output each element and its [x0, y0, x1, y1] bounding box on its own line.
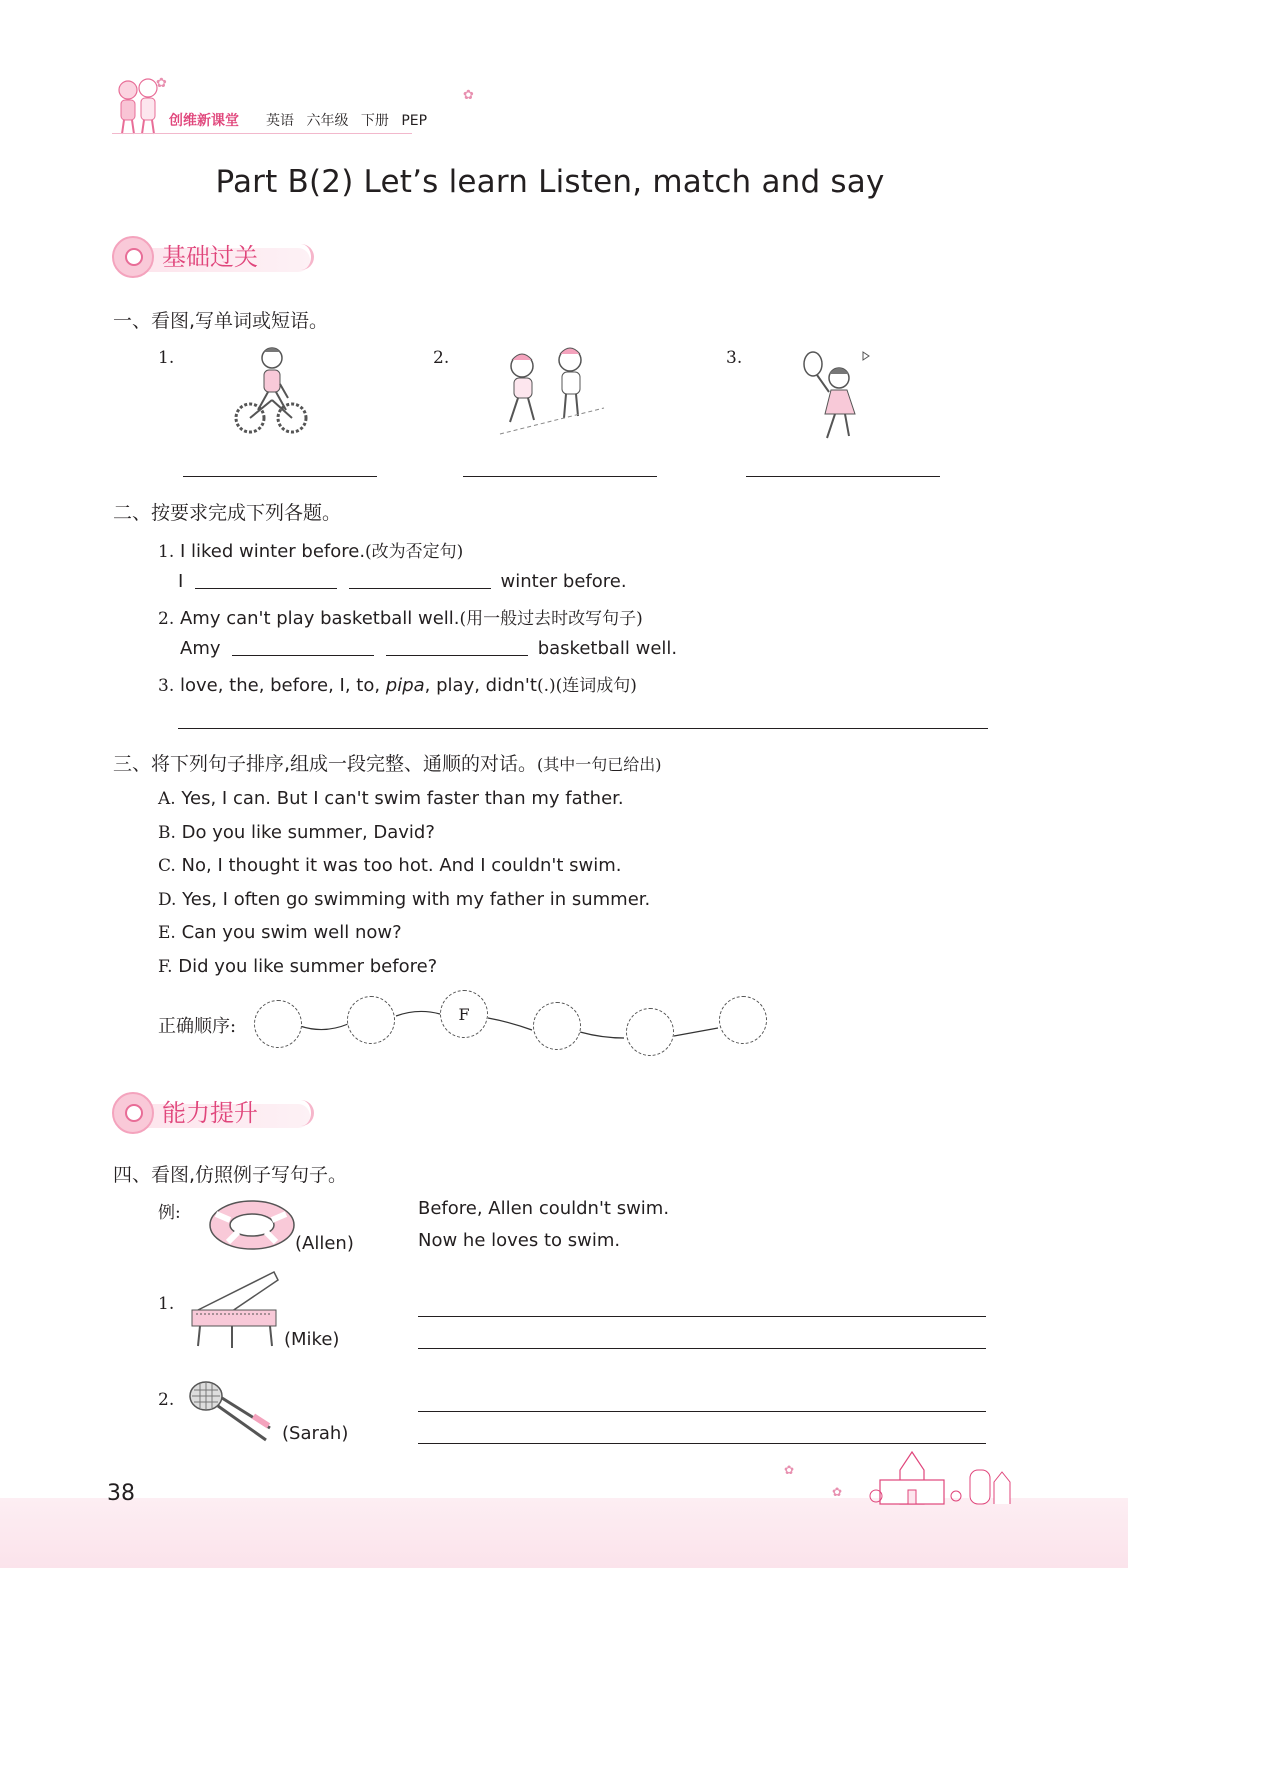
boy-face-icon [112, 1092, 154, 1134]
flower-icon: ✿ [156, 76, 167, 91]
order-slot-given: F [440, 990, 488, 1038]
badminton-racket-icon [186, 1378, 274, 1446]
banner-tail [290, 1100, 314, 1126]
dialogue-option [158, 822, 435, 843]
q3-heading-text: 三、将下列句子排序,组成一段完整、通顺的对话。 [113, 753, 538, 775]
example-label: 例: [158, 1203, 181, 1223]
header-brand: 创维新课堂 [169, 113, 239, 129]
person-name: (Sarah) [282, 1423, 349, 1444]
banner-tail [290, 244, 314, 270]
order-label: 正确顺序: [158, 1016, 237, 1037]
swim-ring-icon [206, 1196, 298, 1254]
girl-riding-bike-icon [228, 344, 314, 438]
answer-line[interactable] [418, 1316, 986, 1317]
order-slot[interactable] [254, 1000, 302, 1048]
dialogue-option [158, 922, 402, 943]
order-slot[interactable] [626, 1008, 674, 1056]
option-letter: B. [158, 823, 176, 843]
header-subject: 英语 [266, 113, 294, 129]
svg-text:✿: ✿ [832, 1485, 843, 1499]
q2-heading: 二、按要求完成下列各题。 [113, 502, 342, 524]
q2-item-3 [158, 671, 637, 696]
answer-line[interactable] [746, 476, 940, 477]
answer-blank[interactable] [195, 571, 337, 589]
header-volume: 下册 [360, 113, 389, 129]
answer-line[interactable] [418, 1348, 986, 1349]
option-letter: A. [158, 789, 176, 809]
svg-text:✿: ✿ [784, 1463, 795, 1477]
option-text: Do you like summer, David? [181, 822, 435, 843]
option-letter: C. [158, 856, 176, 876]
girl-face-icon [112, 236, 154, 278]
answer-line[interactable] [418, 1411, 986, 1412]
q1-item-number: 3. [726, 348, 743, 368]
page-number: 38 [107, 1481, 135, 1506]
header-meta [266, 110, 435, 130]
section-title: 基础过关 [162, 243, 258, 271]
sentence: I liked winter before. [179, 541, 366, 562]
answer-line[interactable] [183, 476, 377, 477]
section-banner-advanced [112, 1092, 322, 1132]
q2-item-2 [158, 604, 643, 629]
section-banner-basic [112, 236, 322, 276]
answer-line[interactable] [463, 476, 657, 477]
option-letter: E. [158, 923, 176, 943]
footer-band [0, 1498, 1128, 1568]
header-edition: PEP [401, 113, 428, 129]
answer-blank[interactable] [386, 638, 528, 656]
word-list: love, the, before, I, to, [179, 675, 386, 696]
option-text: No, I thought it was too hot. And I couldn't swim. [181, 855, 622, 876]
q4-heading: 四、看图,仿照例子写句子。 [113, 1164, 348, 1186]
answer-suffix: basketball well. [537, 638, 678, 659]
item-number: 2. [158, 609, 175, 629]
option-letter: D. [158, 890, 177, 910]
example-person-name: (Allen) [295, 1233, 354, 1254]
word-list-italic: pipa [385, 675, 425, 696]
example-sentence-2: Now he loves to swim. [418, 1230, 621, 1251]
dialogue-option [158, 956, 437, 977]
option-text: Did you like summer before? [178, 956, 438, 977]
option-text: Can you swim well now? [181, 922, 402, 943]
order-slot[interactable] [347, 996, 395, 1044]
person-name: (Mike) [284, 1329, 340, 1350]
castle-decoration-icon [780, 1446, 1030, 1506]
word-list: , play, didn't [424, 675, 537, 696]
header-grade: 六年级 [306, 113, 349, 129]
instruction-note: (改为否定句) [365, 542, 464, 562]
option-text: Yes, I can. But I can't swim faster than my father. [181, 788, 624, 809]
q1-heading: 一、看图,写单词或短语。 [113, 310, 329, 332]
q3-heading [113, 749, 662, 776]
item-number: 1. [158, 542, 175, 562]
option-text: Yes, I often go swimming with my father in summer. [182, 889, 651, 910]
kids-ice-skating-icon [494, 342, 610, 438]
q4-item-number: 2. [158, 1390, 175, 1410]
answer-blank[interactable] [349, 571, 491, 589]
girl-playing-badminton-icon [797, 344, 877, 444]
sentence: Amy can't play basketball well. [179, 608, 460, 629]
item-number: 3. [158, 676, 175, 696]
dialogue-option [158, 788, 624, 809]
answer-line[interactable] [418, 1443, 986, 1444]
order-connector-lines [250, 990, 780, 1060]
order-slot[interactable] [719, 996, 767, 1044]
answer-suffix: winter before. [500, 571, 627, 592]
flower-icon: ✿ [463, 88, 474, 103]
answer-blank[interactable] [232, 638, 374, 656]
q3-heading-note: (其中一句已给出) [537, 755, 662, 774]
q2-item-1-answer [178, 571, 627, 592]
q2-item-2-answer [180, 638, 677, 659]
order-slot[interactable] [533, 1002, 581, 1050]
dialogue-option [158, 855, 622, 876]
page-title: Part B(2) Let’s learn Listen, match and say [215, 164, 885, 200]
piano-icon [186, 1266, 284, 1352]
dialogue-option [158, 889, 650, 910]
option-letter: F. [158, 957, 173, 977]
instruction-note: (.)(连词成句) [536, 676, 637, 696]
q4-item-number: 1. [158, 1294, 175, 1314]
instruction-note: (用一般过去时改写句子) [459, 609, 643, 629]
section-title: 能力提升 [162, 1099, 258, 1127]
q2-item-1 [158, 537, 463, 562]
example-sentence-1: Before, Allen couldn't swim. [418, 1198, 670, 1219]
answer-line[interactable] [178, 728, 988, 729]
header-rule [112, 133, 412, 134]
q1-item-number: 1. [158, 348, 175, 368]
answer-prefix: I [178, 571, 184, 592]
q1-item-number: 2. [433, 348, 450, 368]
answer-prefix: Amy [180, 638, 221, 659]
